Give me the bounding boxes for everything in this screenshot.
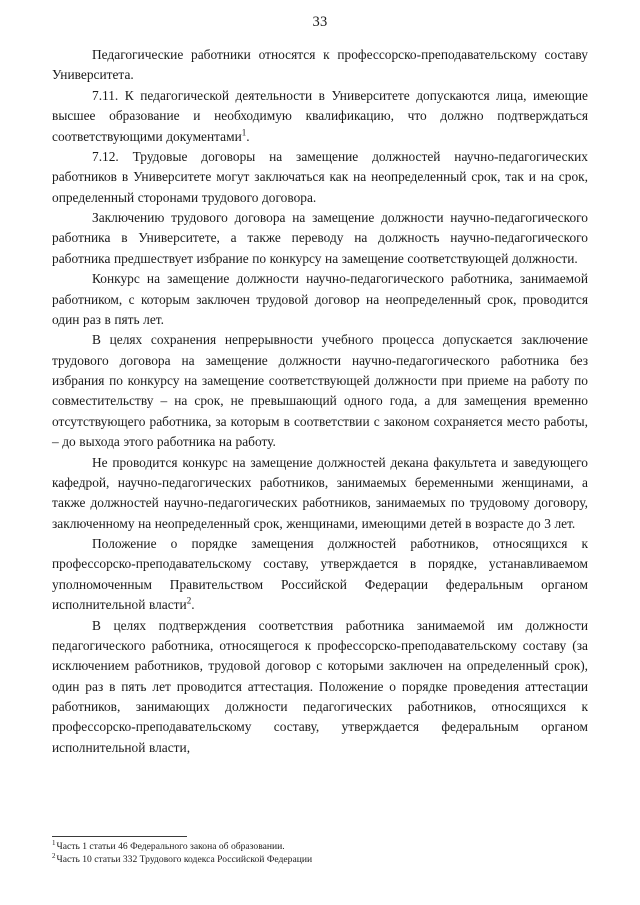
paragraph-1-text: Педагогические работники относятся к профессорско-преподавательскому составу Университета. <box>52 47 588 83</box>
paragraph-5-text: Конкурс на замещение должности научно-педагогического работника, занимаемой работником, с которым заключен трудовой договор на неопределенный срок, проводится один раз в пять лет. <box>52 271 588 327</box>
paragraph-2-text: 7.11. К педагогической деятельности в Университете допускаются лица, имеющие высшее образование и необходимую квалификацию, что должно подтверждаться соответствующими документами <box>52 87 588 144</box>
paragraph-8-text: Положение о порядке замещения должностей работников, относящихся к профессорско-преподавательскому составу, утверждается в порядке, устанавливаемом уполномоченным Правительством Российской Федерации федеральным органом исполнительной власти <box>52 536 588 613</box>
paragraph-6 <box>52 330 588 452</box>
paragraph-2-text-after: . <box>246 128 250 144</box>
footnote-2-text: Часть 10 статьи 332 Трудового кодекса Российской Федерации <box>56 854 313 866</box>
footnote-1-mark: 1 <box>52 838 56 847</box>
document-body <box>52 45 588 758</box>
paragraph-9-text: В целях подтверждения соответствия работника занимаемой им должности педагогического работника, относящегося к профессорско-преподавательскому составу (за исключением работников, трудовой договор с которыми заключен на определенный срок), один раз в пять лет проводится аттестация. Положение о порядке проведения аттестации работников, занимающих должности педагогических работников, относящихся к профессорско-преподавательскому составу, утверждается федеральным органом исполнительной власти, <box>52 617 588 755</box>
paragraph-3 <box>52 147 588 208</box>
footnote-divider <box>52 836 187 837</box>
footnote-2 <box>52 853 588 867</box>
paragraph-4 <box>52 208 588 269</box>
footnotes-section <box>52 836 588 867</box>
footnote-ref-2: 2 <box>186 595 192 606</box>
paragraph-8-text-after: . <box>191 597 195 613</box>
paragraph-7-text: Не проводится конкурс на замещение должностей декана факультета и заведующего кафедрой, научно-педагогических работников, занимаемых беременными женщинами, а также должностей научно-педагогических работников, занимаемых по трудовому договору, заключенному на неопределенный срок, женщинами, имеющими детей в возрасте до 3 лет. <box>52 454 588 531</box>
paragraph-9 <box>52 616 588 759</box>
paragraph-4-text: Заключению трудового договора на замещение должности научно-педагогического работника в Университете, а также переводу на должность научно-педагогического работника предшествует избрание по конкурсу на замещение соответствующей должности. <box>52 210 588 266</box>
paragraph-7 <box>52 453 588 535</box>
paragraph-6-text: В целях сохранения непрерывности учебного процесса допускается заключение трудового договора на замещение должности научно-педагогического работника без избрания по конкурсу на замещение соответствующей должности при приеме на работу по совместительству – на срок, не превышающий одного года, а для замещения временно отсутствующего работника, за которым в соответствии с законом сохраняется место работы, – до выхода этого работника на работу. <box>52 332 588 450</box>
footnote-1 <box>52 840 588 854</box>
paragraph-8 <box>52 534 588 616</box>
page-number: 33 <box>312 14 328 30</box>
paragraph-1 <box>52 45 588 86</box>
footnote-1-text: Часть 1 статьи 46 Федерального закона об образовании. <box>56 840 285 852</box>
paragraph-5 <box>52 269 588 330</box>
footnote-ref-1: 1 <box>241 127 247 138</box>
paragraph-2 <box>52 86 588 147</box>
paragraph-3-text: 7.12. Трудовые договоры на замещение должностей научно-педагогических работников в Университете могут заключаться как на неопределенный срок, так и на срок, определенный сторонами трудового договора. <box>52 148 588 205</box>
footnote-2-mark: 2 <box>52 852 56 861</box>
